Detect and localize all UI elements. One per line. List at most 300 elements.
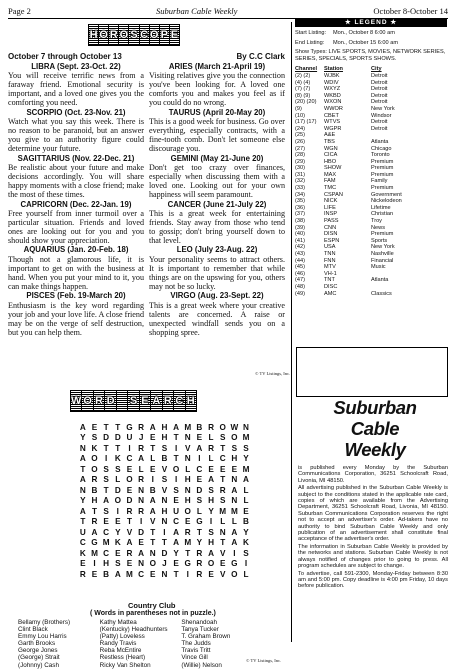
banner-letter: P <box>160 25 170 45</box>
grid-letter: A <box>114 569 121 579</box>
grid-letter: O <box>91 454 98 464</box>
grid-letter: R <box>91 475 98 485</box>
banner-letter: W <box>71 391 82 411</box>
grid-letter: L <box>243 569 249 579</box>
channel-number: (26) <box>295 138 305 145</box>
grid-letter: N <box>138 559 145 569</box>
channel-number: (38) <box>295 218 305 225</box>
grid-letter: H <box>103 559 110 569</box>
grid-letter: E <box>150 433 156 443</box>
station-name: CSPAN <box>324 191 343 198</box>
grid-letter: L <box>243 485 249 495</box>
channel-row <box>295 152 447 159</box>
city-name: Detroit <box>371 125 388 132</box>
banner-letter: S <box>128 391 139 411</box>
grid-letter: T <box>126 517 132 527</box>
channel-row <box>295 211 447 218</box>
grid-letter: K <box>91 443 98 453</box>
grid-letter: S <box>243 443 249 453</box>
grid-letter: J <box>162 559 167 569</box>
channel-number: (33) <box>295 185 305 192</box>
grid-letter: I <box>174 475 178 485</box>
city-name: New York <box>371 105 395 112</box>
grid-letter: L <box>115 475 121 485</box>
grid-letter: L <box>208 454 214 464</box>
grid-letter: T <box>80 464 86 474</box>
banner-letter: D <box>105 391 116 411</box>
sign-heading: PISCES (Feb. 19-March 20) <box>26 291 126 301</box>
grid-letter: L <box>150 454 156 464</box>
channel-number: (46) <box>295 270 305 277</box>
channel-row <box>295 231 447 238</box>
city-name <box>371 132 441 139</box>
channel-number: (45) <box>295 264 305 271</box>
grid-letter: Y <box>196 538 203 548</box>
grid-letter: L <box>220 517 226 527</box>
grid-letter: S <box>208 527 214 537</box>
grid-letter: T <box>103 443 109 453</box>
station-name: WTVS <box>324 119 341 126</box>
grid-letter: A <box>79 475 86 485</box>
city-name: Windsor <box>371 112 392 119</box>
word-entry: (Patty) Loveless <box>99 633 145 641</box>
channel-number: (42) <box>295 244 305 251</box>
grid-letter: O <box>114 496 121 506</box>
grid-letter: B <box>103 569 110 579</box>
channel-row <box>295 165 447 172</box>
grid-letter: R <box>91 517 98 527</box>
grid-letter: N <box>161 517 168 527</box>
grid-letter: V <box>126 527 133 537</box>
station-name: ESPN <box>324 237 340 244</box>
grid-letter: T <box>220 475 226 485</box>
banner-letter: S <box>129 25 139 45</box>
word-search-grid <box>77 422 287 580</box>
grid-letter: Y <box>115 527 121 537</box>
page-header <box>8 6 448 18</box>
grid-letter: B <box>196 422 203 432</box>
city-name <box>371 284 441 291</box>
grid-letter: I <box>244 559 248 569</box>
station-name: WJBK <box>324 72 340 79</box>
grid-letter: E <box>219 464 226 474</box>
channel-row <box>295 284 447 291</box>
grid-letter: E <box>173 496 179 506</box>
grid-letter: A <box>208 475 214 485</box>
grid-letter: A <box>149 506 156 516</box>
station-name: WGPR <box>324 125 342 132</box>
station-name: WDIV <box>324 79 339 86</box>
grid-letter: I <box>198 454 201 464</box>
banner-letter: H <box>89 25 99 45</box>
horoscope-text: Your personality seems to attract others. It is important to remember that while things are on the upswing for you, others may not be so lucky. <box>149 254 285 291</box>
banner-letter: R <box>163 391 174 411</box>
grid-letter: C <box>103 527 110 537</box>
grid-letter: U <box>173 506 180 516</box>
grid-letter: H <box>161 422 168 432</box>
channel-number: (39) <box>295 224 305 231</box>
grid-letter: H <box>184 475 191 485</box>
word-entry: Randy Travis <box>99 640 137 648</box>
horoscope-byline: By C.C Clark <box>236 52 285 61</box>
grid-letter: T <box>103 485 109 495</box>
horoscope-text: This is a great week for entertaining friends. Stay away from those who tend to gossip; don't bring yourself down to that level. <box>149 208 285 245</box>
grid-letter: N <box>138 485 145 495</box>
end-listing-value: Mon., October 15 6:00 am <box>333 39 398 46</box>
grid-letter: M <box>184 422 192 432</box>
word-entry: (George) Strait <box>18 654 60 662</box>
grid-letter: I <box>174 443 178 453</box>
city-name: Detroit <box>371 119 388 126</box>
channel-row <box>295 86 447 93</box>
grid-letter: S <box>196 496 203 506</box>
horoscope-text: Visiting relatives give you the connection you've been looking for. A loved one comforts you and makes you feel as if you could do no wrong. <box>149 70 285 107</box>
channel-number: (25) <box>295 132 305 139</box>
grid-letter: T <box>161 538 167 548</box>
grid-letter: I <box>209 517 213 527</box>
grid-row <box>77 538 287 549</box>
grid-letter: L <box>185 464 191 474</box>
station-name: NICK <box>324 198 338 205</box>
grid-letter: S <box>208 485 214 495</box>
banner-letter: H <box>186 391 196 411</box>
grid-letter: R <box>79 569 86 579</box>
horoscope-right-column <box>149 52 285 337</box>
grid-letter: N <box>161 569 168 579</box>
grid-letter: T <box>173 454 179 464</box>
channel-row <box>295 258 447 265</box>
word-entry: (Kentucky) Headhunters <box>99 626 168 634</box>
sign-heading: SCORPIO (Oct. 23-Nov. 21) <box>26 107 126 117</box>
grid-letter: L <box>231 517 237 527</box>
start-listing-label: Start Listing: <box>295 30 327 36</box>
grid-letter: E <box>103 517 109 527</box>
word-entry: George Jones <box>18 647 58 655</box>
station-name: USA <box>324 244 336 251</box>
channel-row <box>295 132 447 139</box>
grid-letter: A <box>231 538 238 548</box>
city-name: News <box>371 224 385 231</box>
grid-letter: T <box>91 506 97 516</box>
grid-letter: N <box>138 496 145 506</box>
grid-letter: A <box>149 496 156 506</box>
grid-row <box>77 454 287 465</box>
channel-row <box>295 251 447 258</box>
city-name: Lifetime <box>371 204 391 211</box>
grid-letter: V <box>161 485 168 495</box>
station-name: AMC <box>324 290 337 297</box>
grid-letter: O <box>231 433 238 443</box>
grid-letter: N <box>79 485 86 495</box>
word-entry: Shenandoah <box>181 619 218 626</box>
grid-letter: E <box>196 475 203 485</box>
grid-letter: N <box>231 475 238 485</box>
grid-letter: E <box>208 464 214 474</box>
grid-row <box>77 464 287 475</box>
grid-letter: E <box>138 538 144 548</box>
grid-letter: E <box>208 569 214 579</box>
end-listing-row <box>295 40 447 47</box>
grid-letter: S <box>161 475 168 485</box>
banner-letter: O <box>82 391 93 411</box>
grid-letter: O <box>149 559 156 569</box>
channel-row <box>295 99 447 106</box>
grid-letter: L <box>196 506 202 516</box>
grid-letter: E <box>231 464 238 474</box>
city-name: Detroit <box>371 99 388 106</box>
grid-letter: E <box>126 464 133 474</box>
horoscope-text: Be realistic about your future and make decisions accordingly. You will share happy moments with a close friend; make the most of these times. <box>8 162 144 199</box>
grid-letter: E <box>150 569 156 579</box>
grid-letter: E <box>91 569 98 579</box>
sign-heading: CANCER (June 21-July 22) <box>167 199 267 209</box>
sign-heading: GEMINI (May 21-June 20) <box>170 153 264 163</box>
grid-letter: S <box>115 464 121 474</box>
banner-letter: R <box>109 25 119 45</box>
horoscope-text: You will receive terrific news from a faraway friend. Emotional security is important, and a loved one gives you the comforting you need. <box>8 70 144 107</box>
grid-letter: I <box>186 569 189 579</box>
word-search-banner <box>70 390 197 412</box>
grid-letter: R <box>184 527 191 537</box>
word-entry: (Johnny) Cash <box>18 661 59 669</box>
grid-letter: A <box>231 485 238 495</box>
grid-letter: M <box>219 506 227 516</box>
grid-letter: C <box>126 454 133 464</box>
grid-letter: A <box>103 496 110 506</box>
channel-col-header: Channel <box>295 66 318 73</box>
city-name: Troy <box>371 218 382 225</box>
grid-letter: T <box>150 527 156 537</box>
channel-number: (9) <box>295 105 302 112</box>
grid-letter: G <box>184 559 191 569</box>
horoscope-intro: October 7 through October 13 <box>8 52 122 61</box>
info-paragraph: To advertise, call 591-2300, Monday-Friday between 8:30 am and 5:00 pm. Copy deadline is 4:00 pm Friday, 10 days before publication. <box>298 570 448 590</box>
city-name: Detroit <box>371 79 388 86</box>
grid-letter: G <box>126 422 133 432</box>
show-types: Show Types: LIVE SPORTS, MOVIES, NETWORK SERIES, SERIES, SPECIALS, SPORTS SHOWS. <box>295 49 446 62</box>
grid-letter: H <box>91 496 98 506</box>
grid-letter: T <box>115 422 121 432</box>
station-name: PASS <box>324 218 339 225</box>
grid-row <box>77 527 287 538</box>
grid-letter: A <box>243 475 249 485</box>
grid-letter: Y <box>80 496 86 506</box>
grid-letter: S <box>219 433 226 443</box>
city-name: Chicago <box>371 145 392 152</box>
grid-letter: E <box>173 559 179 569</box>
grid-letter: D <box>114 485 121 495</box>
grid-letter: A <box>79 506 86 516</box>
horoscope-banner <box>88 24 180 46</box>
grid-letter: E <box>126 485 133 495</box>
grid-letter: A <box>79 422 86 432</box>
grid-letter: T <box>173 569 179 579</box>
grid-letter: C <box>219 454 226 464</box>
channel-table-header <box>295 66 447 73</box>
channel-number: (24) <box>295 125 305 132</box>
station-name: WXON <box>324 99 342 106</box>
station-name: SHOW <box>324 165 342 172</box>
grid-letter: T <box>196 527 202 537</box>
blank-box <box>296 347 448 397</box>
grid-letter: R <box>208 443 214 453</box>
grid-letter: S <box>161 443 168 453</box>
word-entry: T. Graham Brown <box>181 633 231 641</box>
channel-number: (27) <box>295 145 305 152</box>
channel-number: (30) <box>295 165 305 172</box>
grid-letter: R <box>138 475 145 485</box>
grid-letter: A <box>79 454 86 464</box>
station-name: TNN <box>324 251 336 257</box>
banner-letter <box>117 391 128 411</box>
grid-letter: R <box>126 506 133 516</box>
station-name: DISC <box>324 283 338 290</box>
grid-letter: R <box>138 506 145 516</box>
station-name: TMC <box>324 185 337 192</box>
channel-row <box>295 73 447 80</box>
horoscope-text: Watch what you say this week. There is no reason to be paranoid, but an answer you give to an authority figure could determine your future. <box>8 116 144 153</box>
grid-letter: T <box>185 548 191 558</box>
word-entry: The Judds <box>181 640 211 648</box>
channel-row <box>295 126 447 133</box>
banner-letter: O <box>99 25 109 45</box>
grid-letter: T <box>150 538 156 548</box>
grid-letter: R <box>219 485 226 495</box>
grid-letter: C <box>138 569 145 579</box>
grid-letter: K <box>79 548 86 558</box>
word-list <box>18 619 263 669</box>
grid-letter: A <box>126 538 133 548</box>
grid-letter: O <box>172 464 180 474</box>
grid-letter: L <box>138 464 144 474</box>
channel-number: (2) (2) <box>295 72 311 79</box>
channel-row <box>295 218 447 225</box>
station-name: LIFE <box>324 204 336 211</box>
grid-letter: V <box>150 517 156 527</box>
channel-row <box>295 291 447 298</box>
city-name: Family <box>371 178 388 185</box>
grid-row <box>77 475 287 486</box>
channel-row <box>295 80 447 87</box>
city-name: Christian <box>371 211 394 218</box>
grid-letter: Y <box>80 433 86 443</box>
grid-row <box>77 569 287 580</box>
word-entry: Bellamy (Brothers) <box>18 619 71 626</box>
grid-letter: L <box>208 433 214 443</box>
publication-name: Suburban Cable Weekly <box>156 6 238 16</box>
grid-row <box>77 506 287 517</box>
horoscope-text: This is a good week for business. Go over everything, especially contracts, with a fine-tooth comb. Don't let someone else discourage you. <box>149 116 285 153</box>
grid-letter: B <box>161 454 168 464</box>
horoscope-left-column <box>8 52 144 337</box>
grid-letter: H <box>208 538 214 548</box>
channel-row <box>295 106 447 113</box>
channel-number: (31) <box>295 171 305 178</box>
grid-letter: A <box>231 527 238 537</box>
word-entry: Ricky Van Shelton <box>99 661 151 669</box>
channel-number: (36) <box>295 204 305 211</box>
banner-letter: O <box>150 25 160 45</box>
grid-letter: V <box>219 569 226 579</box>
channel-row <box>295 185 447 192</box>
grid-letter: O <box>219 422 226 432</box>
grid-letter: O <box>126 475 133 485</box>
grid-letter: S <box>103 506 109 516</box>
channel-row <box>295 119 447 126</box>
channel-number: (32) <box>295 178 305 185</box>
grid-letter: I <box>151 475 154 485</box>
horoscope-text: Free yourself from inner turmoil over a particular situation. Friends and loved ones are looking out for you and you should show your appreciation. <box>8 208 144 245</box>
horoscope-text: Though not a glamorous life, it is important to get on with the business at hand. When you put your mind to it, you can make things happen. <box>8 254 144 291</box>
info-paragraph: is published every Monday by the Suburban Communications Corporation, 36251 Schoolcraft Road, Livonia, MI 48150. <box>298 465 448 484</box>
grid-letter: U <box>126 433 133 443</box>
channel-row <box>295 271 447 278</box>
info-paragraph: All advertising published in the Suburban Cable Weekly is subject to the conditions stated in the applicable rate card, copies of which are available from the Advertising Department, 36251 Schoolcraft Road, Livonia, MI 48150. Suburban Communications Corporation reserves the right not to accept an advertiser's order. Ad-takers have no authority to bind Suburban Cable Weekly and only publication of an advertisement shall constitute final acceptance of the advertiser's order. <box>298 485 448 543</box>
banner-letter: E <box>170 25 179 45</box>
word-entry: Tanya Tucker <box>181 626 219 634</box>
horoscope-text: This is a great week where your creative talents are concerned. A raise or unexpected windfall sends you on a shopping spree. <box>149 300 285 337</box>
channel-number: (48) <box>295 283 305 290</box>
grid-letter: D <box>196 485 203 495</box>
grid-letter: N <box>149 548 156 558</box>
grid-letter: G <box>196 517 203 527</box>
grid-row <box>77 433 287 444</box>
sign-heading: VIRGO (Aug. 23-Sept. 22) <box>170 291 264 301</box>
channel-number: (4) (4) <box>295 79 311 86</box>
channel-number: (44) <box>295 257 305 264</box>
station-name: HBO <box>324 158 337 165</box>
grid-letter: E <box>185 517 191 527</box>
grid-letter: N <box>219 527 226 537</box>
sign-heading: LEO (July 23-Aug. 22) <box>176 245 258 255</box>
grid-letter: A <box>173 538 180 548</box>
grid-row <box>77 548 287 559</box>
channel-number: (47) <box>295 277 305 284</box>
grid-letter: H <box>161 506 168 516</box>
station-name: MAX <box>324 171 337 178</box>
grid-letter: Y <box>208 506 214 516</box>
start-listing-value: Mon., October 8 6:00 am <box>333 30 395 36</box>
banner-letter: A <box>151 391 162 411</box>
channel-number: (28) <box>295 152 305 159</box>
grid-letter: K <box>114 454 121 464</box>
grid-letter: N <box>79 443 86 453</box>
word-entry: (Willie) Nelson <box>181 661 222 669</box>
grid-letter: H <box>161 433 168 443</box>
city-name: Detroit <box>371 86 388 93</box>
grid-letter: C <box>196 464 203 474</box>
word-search-note: ( Words in parentheses not in puzzle.) <box>90 610 216 617</box>
grid-letter: C <box>173 517 180 527</box>
word-column <box>18 619 100 669</box>
grid-letter: V <box>185 443 191 453</box>
banner-letter: E <box>140 391 151 411</box>
word-search-credit: © TV Listings, Inc. <box>246 658 282 663</box>
grid-letter: C <box>103 548 110 558</box>
grid-letter: T <box>173 433 179 443</box>
station-name: INSP <box>324 211 338 218</box>
grid-letter: M <box>184 538 192 548</box>
channel-row <box>295 225 447 232</box>
grid-letter: I <box>233 548 236 558</box>
channel-number: (20) (20) <box>295 99 317 106</box>
city-name: Nashville <box>371 251 394 257</box>
grid-letter: A <box>173 422 180 432</box>
city-name: Music <box>371 264 386 271</box>
city-name: Premium <box>371 171 394 178</box>
grid-letter: N <box>184 454 191 464</box>
grid-letter: T <box>80 517 86 527</box>
